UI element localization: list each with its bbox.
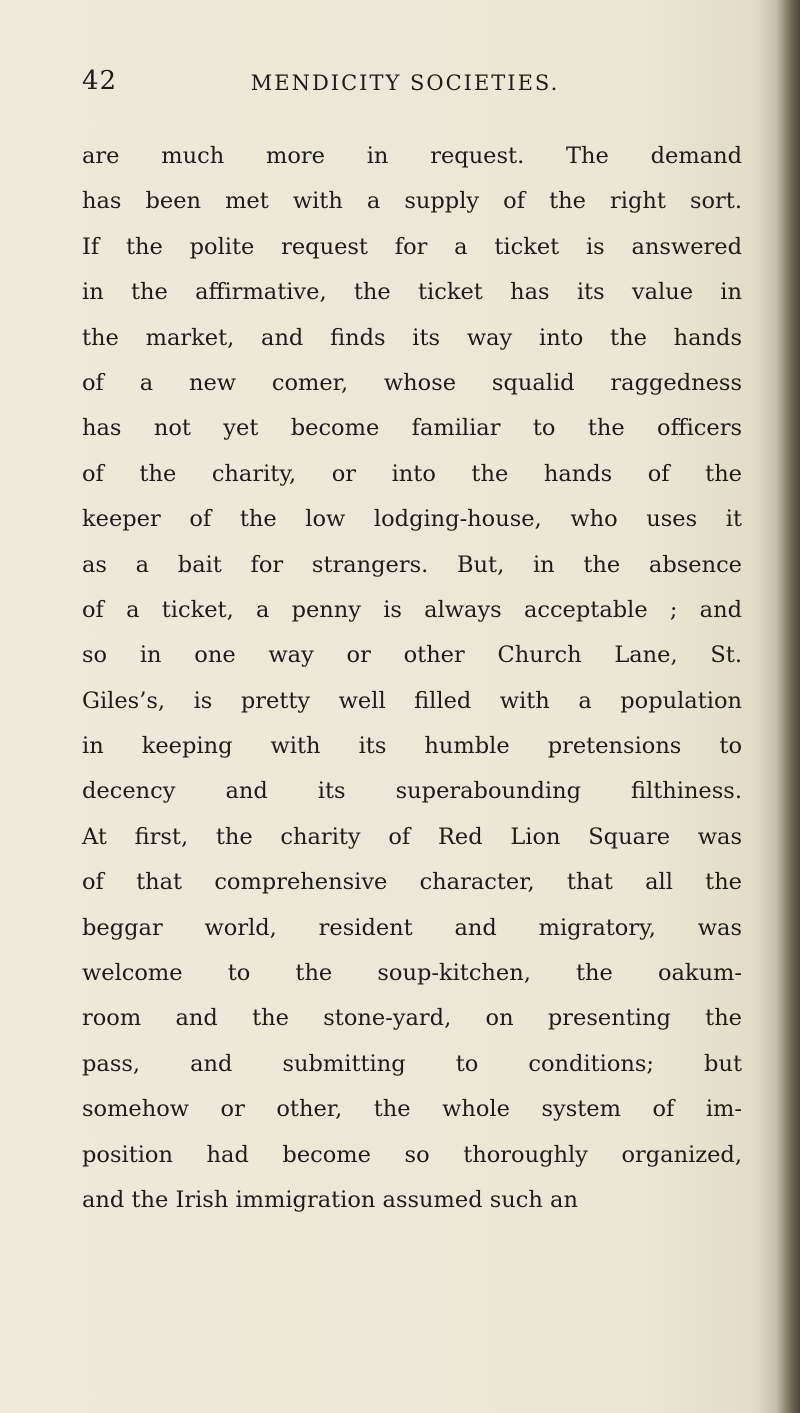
text-line: somehow or other, the whole system of im- [82,1096,742,1123]
text-line: welcome to the soup-kitchen, the oakum- [82,960,742,987]
page-number: 42 [82,66,118,96]
text-line: beggar world, resident and migratory, was [82,914,742,941]
text-line: Giles’s, is pretty well filled with a population [82,687,742,714]
text-line: If the polite request for a ticket is answered [82,233,742,260]
text-line: has not yet become familiar to the officers [82,415,742,442]
text-line: the market, and finds its way into the hands [82,324,742,351]
text-line: keeper of the low lodging-house, who uses it [82,506,742,533]
text-line: At first, the charity of Red Lion Square was [82,823,742,850]
text-line: so in one way or other Church Lane, St. [82,642,742,669]
text-line: of that comprehensive character, that all the [82,869,742,896]
running-title: MENDICITY SOCIETIES. [250,71,560,95]
text-line: has been met with a supply of the right sort. [82,188,742,215]
text-line: of a new comer, whose squalid raggedness [82,369,742,396]
text-line: position had become so thoroughly organized, [82,1141,742,1168]
text-line: of the charity, or into the hands of the [82,460,742,487]
text-line: and the Irish immigration assumed such an [82,1186,578,1213]
text-line: are much more in request. The demand [82,143,742,169]
text-line: pass, and submitting to conditions; but [82,1050,742,1077]
body-text [82,134,742,1223]
text-line: room and the stone-yard, on presenting the [82,1005,742,1032]
text-line: as a bait for strangers. But, in the absence [82,551,742,578]
page-edge-shadow [758,0,800,1413]
text-line: of a ticket, a penny is always acceptable ; and [82,596,742,623]
text-line: in the affirmative, the ticket has its value in [82,279,742,306]
text-line: in keeping with its humble pretensions to [82,733,742,760]
text-line: decency and its superabounding filthiness. [82,778,742,805]
